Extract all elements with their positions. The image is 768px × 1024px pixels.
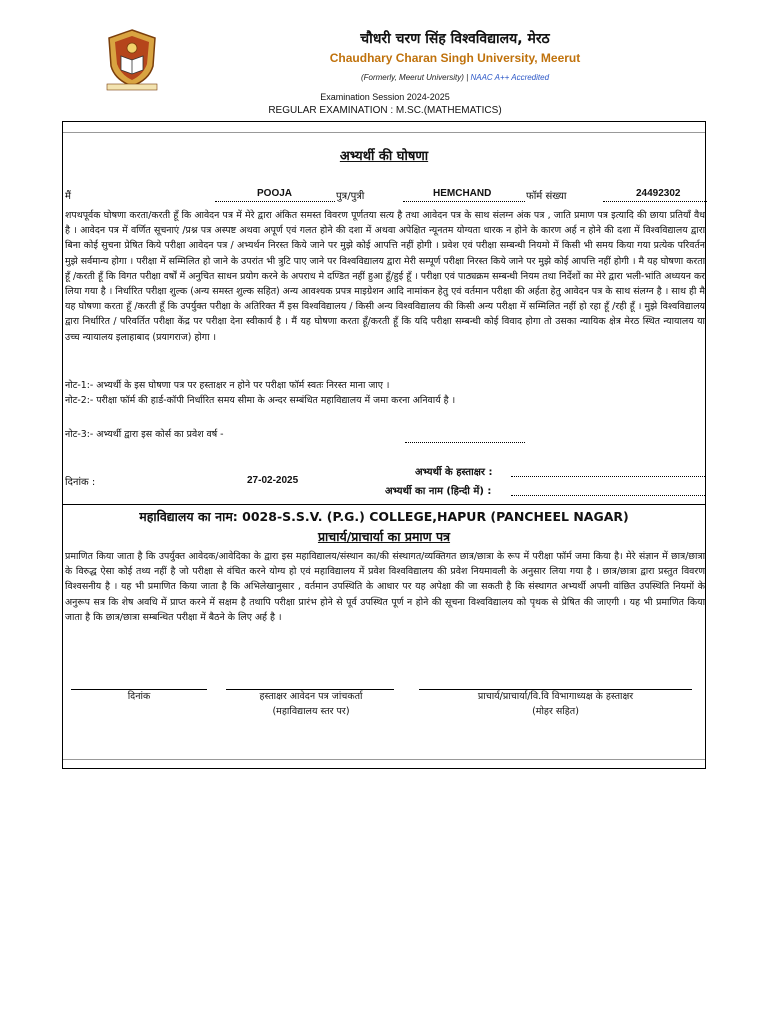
principal-certificate-title: प्राचार्य/प्राचार्या का प्रमाण पत्र [317,529,451,544]
form-no-dotted-line [603,201,707,202]
candidate-details-row [63,186,705,206]
principal-label: प्राचार्य/प्राचार्या/वि.वि विभागाध्यक्ष के हस्ताक्षर [477,691,634,702]
university-name-english: Chaudhary Charan Singh University, Meerut [329,51,581,65]
college-name: महाविद्यालय का नाम: 0028-S.S.V. (P.G.) COLLEGE,HAPUR (PANCHEEL NAGAR) [139,509,629,524]
candidate-name-hindi-label: अभ्यर्थी का नाम (हिन्दी में) : [385,486,492,497]
section-divider [63,504,705,505]
candidate-signature-label: अभ्यर्थी के हस्ताक्षर : [415,467,493,478]
divider [63,132,705,133]
note-3: नोट-3:- अभ्यर्थी द्वारा इस कोर्स का प्रवेश वर्ष - [65,429,224,440]
relation-label: पुत्र/पुत्री [336,191,365,202]
note-1: नोट-1:- अभ्यर्थी के इस घोषणा पत्र पर हस्ताक्षर न होने पर परीक्षा फॉर्म स्वतः निरस्त माना जाए । [65,380,390,391]
university-subtitle [300,73,610,82]
declaration-paragraph: शपथपूर्वक घोषणा करता/करती हूँ कि आवेदन पत्र में मेरे द्वारा अंकित समस्त विवरण पूर्णतया सत्य है तथा आवेदन पत्र के साथ संलग्न अंक पत्र , जाति प्रमाण पत्र इत्यादि की छाया प्रतियाँ वैध है । आवेदन पत्र में वर्णित सूचनाएं /प्रश्न पत्र अस्पष्ट अथवा अपूर्ण एवं गलत होने की दशा में अथवा अपेक्षित न्यूनतम योग्यता धारक न होने के कारण अर्ह न होने की दशा में विश्वविद्यालय द्वारा बिना कोई सुचना प्रेषित किये परीक्षा आवेदन पत्र / अभ्यर्थन निरस्त किये जाने पर मुझे कोई आपत्ति नहीं होगी । प्रवेश एवं परीक्षा सम्बन्धी नियमो में किसी भी समय किया गया प्रत्येक परिवर्तन मुझे सर्वमान्य होगा । परीक्षा में सम्मिलित हो जाने के उपरांत भी त्रुटि पाए जाने पर विश्वविद्यालय द्वारा मेरी सम्पूर्ण परीक्षा निरस्त किये जाने पर मुझे कोई आपत्ति नहीं होगी । मै यह घोषणा करता हूँ /करती हूँ कि विगत परीक्षा वर्षों में अनुचित साधन प्रयोग करने के अपराध मे दण्डित नहीं हुआ हूँ/हुई हूँ । परीक्षा एवं पाठ्यक्रम सम्बन्धी नियम तथा निर्देशों का मेरे द्वारा भली-भांति अध्ययन कर लिया गया है । निर्धारित परीक्षा शुल्क (अन्य समस्त शुल्क सहित) अन्य आवश्यक प्रपत्र माइग्रेशन आदि नामांकन हेतु एवं वर्तमान परीक्षा की अर्हता हेतु आवेदन पत्र के साथ संलग्न है । साथ ही मै यह घोषणा करता हूँ /करती हूँ कि उपर्युक्त परीक्षा के अतिरिक्त मैं इस विश्वविद्यालय / किसी अन्य विश्वविद्यालय की किसी अन्य परीक्षा में सम्मिलित नहीं हो रहा हूँ /रही हूँ । मुझे विश्वविद्यालय द्वारा निर्धारित / परिवर्तित परीक्षा केंद्र पर परीक्षा देना स्वीकार्य है । मैं यह घोषणा करता हूँ/करती हूँ कि यदि परीक्षा सम्बन्धी कोई विवाद होगा तो उसका न्यायिक क्षेत्र मेरठ स्थित न्यायालय या उच्च न्यायालय इलाहाबाद (प्रयागराज) होगा । [65,210,705,343]
footer-date-label: दिनांक [127,691,151,702]
page-header [0,0,768,122]
university-crest-icon [103,26,161,92]
date-label: दिनांक : [65,477,96,488]
principal-sublabel: (मोहर सहित) [532,706,579,717]
form-number: 24492302 [636,188,681,199]
checker-label: हस्ताक्षर आवेदन पत्र जांचकर्ता [259,691,363,702]
name-hindi-dotted-line [511,495,705,496]
declaration-title: अभ्यर्थी की घोषणा [339,149,429,164]
signature-dotted-line [511,476,705,477]
i-label: मैं [65,191,71,202]
form-frame [62,121,706,769]
formerly-text: (Formerly, Meerut University) | [360,73,469,82]
naac-accreditation: NAAC A++ Accredited [470,73,550,82]
candidate-name: POOJA [257,188,293,199]
form-no-label: फॉर्म संख्या [526,191,567,202]
father-dotted-line [403,201,525,202]
footer-principal-label [419,689,692,719]
father-name: HEMCHAND [433,188,492,199]
principal-certificate-paragraph: प्रमाणित किया जाता है कि उपर्युक्त आवेदक/आवेदिका के द्वारा इस महाविद्यालय/संस्थान का/की संस्थागत/व्यक्तिगत छात्र/छात्रा के रूप में परीक्षा फॉर्म जमा किया है। मेरे संज्ञान में छात्र/छात्रा के विरुद्ध ऐसा कोई तथ्य नहीं है जो परीक्षा से वंचित करने योग्य हो एवं महाविद्यालय में प्रवेश विश्वविद्यालय की प्रवेश नियमावली के अनुसार लिया गया है । छात्र/छात्रा द्वारा प्रस्तुत विवरण विश्वसनीय है । यह भी प्रमाणित किया जाता है कि अभिलेखानुसार , वर्तमान उपस्थिति के आधार पर यह अपेक्षा की जा सकती है कि संस्थागत अभ्यर्थी अपनी वांछित उपस्थिति नियमों के अनुरूप सत्र कि शेष अवधि में प्राप्त करने में सक्षम है तथापि परीक्षा प्रारंभ होने से पूर्व उपस्थित पूर्ण न होने की सूचना विश्वविद्यालय को पृथक से प्रेषित की जाएगी । यह भी प्रमाणित किया जाता है कि छात्र/छात्रा सम्बन्धित परीक्षा में बैठने के लिए अर्ह है । [65,551,705,623]
bottom-divider [63,759,705,760]
checker-sublabel: (महाविद्यालय स्तर पर) [272,706,350,717]
footer-checker-label [213,689,409,719]
exam-session: Examination Session 2024-2025 [320,92,450,102]
note-2: नोट-2:- परीक्षा फॉर्म की हार्ड-कॉपी निर्धारित समय सीमा के अन्दर सम्बंधित महाविद्यालय में जमा करना अनिवार्य है । [65,395,456,406]
name-dotted-line [215,201,335,202]
entry-year-dotted-line [405,442,525,443]
date-value: 27-02-2025 [247,475,299,486]
exam-title: REGULAR EXAMINATION : M.SC.(MATHEMATICS) [268,105,502,116]
university-name-hindi: चौधरी चरण सिंह विश्वविद्यालय, मेरठ [360,31,550,47]
